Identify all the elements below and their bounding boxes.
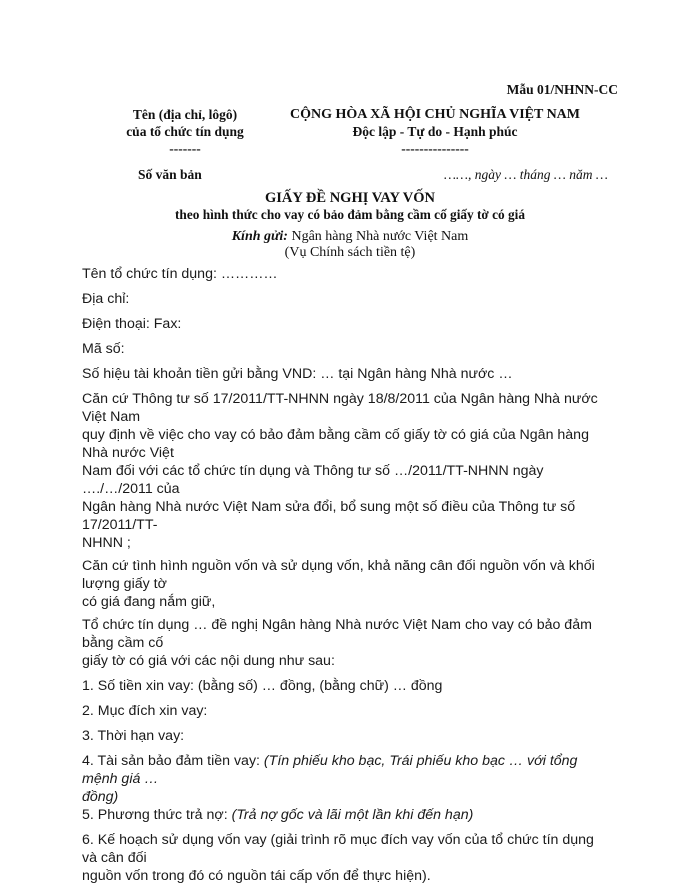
document-body [82, 265, 606, 885]
paragraph-line: quy định về việc cho vay có bảo đảm bằng cầm cố giấy tờ có giá của Ngân hàng Nhà nước Việt [82, 427, 589, 461]
paragraph-capital-basis [82, 557, 606, 611]
national-header [270, 106, 600, 157]
document-subtitle: theo hình thức cho vay có bảo đảm bằng cầm cố giấy tờ có giá [175, 207, 525, 222]
country-name: CỘNG HÒA XÃ HỘI CHỦ NGHĨA VIỆT NAM [289, 107, 580, 122]
addressee-block [0, 229, 700, 261]
item-loan-purpose: 2. Mục đích xin vay: [82, 703, 208, 719]
paragraph-line: NHNN ; [82, 535, 131, 551]
doc-number-label: Số văn bản [138, 167, 202, 182]
item-repayment [82, 806, 606, 824]
field-code: Mã số: [82, 341, 125, 357]
item-collateral [82, 752, 606, 806]
addressee-name: Ngân hàng Nhà nước Việt Nam [287, 229, 469, 244]
form-code: Mẫu 01/NHNN-CC [506, 82, 618, 97]
date-line: ……, ngày … tháng … năm … [444, 167, 608, 182]
paragraph-legal-basis [82, 390, 606, 552]
addressee-label: Kính gửi: [231, 229, 288, 244]
item-repayment-label: 5. Phương thức trả nợ: [82, 807, 232, 823]
item-collateral-label: 4. Tài sản bảo đảm tiền vay: [82, 753, 264, 769]
field-account: Số hiệu tài khoản tiền gửi bằng VND: … tại Ngân hàng Nhà nước … [82, 366, 513, 382]
institution-header-line2: của tổ chức tín dụng [126, 124, 244, 139]
item-collateral-detail-cont: đồng) [82, 789, 119, 805]
item-repayment-detail: (Trả nợ gốc và lãi một lần khi đến hạn) [231, 807, 474, 823]
document-title: GIẤY ĐỀ NGHỊ VAY VỐN [264, 190, 435, 206]
paragraph-line: giấy tờ có giá với các nội dung như sau: [82, 653, 335, 669]
national-motto: Độc lập - Tự do - Hạnh phúc [352, 124, 518, 139]
paragraph-line: nguồn vốn trong đó có nguồn tái cấp vốn để thực hiện). [82, 868, 431, 884]
paragraph-request [82, 616, 606, 670]
institution-header-line1: Tên (địa chỉ, lôgô) [132, 107, 238, 122]
paragraph-line: Căn cứ tình hình nguồn vốn và sử dụng vốn, khả năng cân đối nguồn vốn và khối lượng giấy tờ [82, 558, 595, 592]
field-phone-fax: Điện thoại: Fax: [82, 316, 182, 332]
paragraph-line: Căn cứ Thông tư số 17/2011/TT-NHNN ngày 18/8/2011 của Ngân hàng Nhà nước Việt Nam [82, 391, 598, 425]
addressee-dept: (Vụ Chính sách tiền tệ) [284, 245, 416, 260]
paragraph-line: 6. Kế hoạch sử dụng vốn vay (giải trình rõ mục đích vay vốn của tổ chức tín dụng và cân đối [82, 832, 594, 866]
national-header-dashes: --------------- [401, 141, 469, 156]
item-loan-amount: 1. Số tiền xin vay: (bằng số) … đồng, (bằng chữ) … đồng [82, 678, 443, 694]
institution-header [100, 106, 270, 157]
item-loan-term: 3. Thời hạn vay: [82, 728, 185, 744]
paragraph-line: Tổ chức tín dụng … đề nghị Ngân hàng Nhà nước Việt Nam cho vay có bảo đảm bằng cầm cố [82, 617, 592, 651]
field-institution-name: Tên tổ chức tín dụng: ………… [82, 266, 278, 282]
institution-header-dashes: ------- [169, 141, 201, 156]
field-address: Địa chỉ: [82, 291, 130, 307]
paragraph-line: Ngân hàng Nhà nước Việt Nam sửa đổi, bổ sung một số điều của Thông tư số 17/2011/TT- [82, 499, 576, 533]
paragraph-line: Nam đối với các tổ chức tín dụng và Thông tư số …/2011/TT-NHNN ngày …./…/2011 của [82, 463, 544, 497]
item-collateral-detail: (Tín phiếu kho bạc, Trái phiếu kho bạc … với tổng mệnh giá … [82, 753, 578, 787]
item-usage-plan [82, 831, 606, 885]
paragraph-line: có giá đang nắm giữ, [82, 594, 216, 610]
